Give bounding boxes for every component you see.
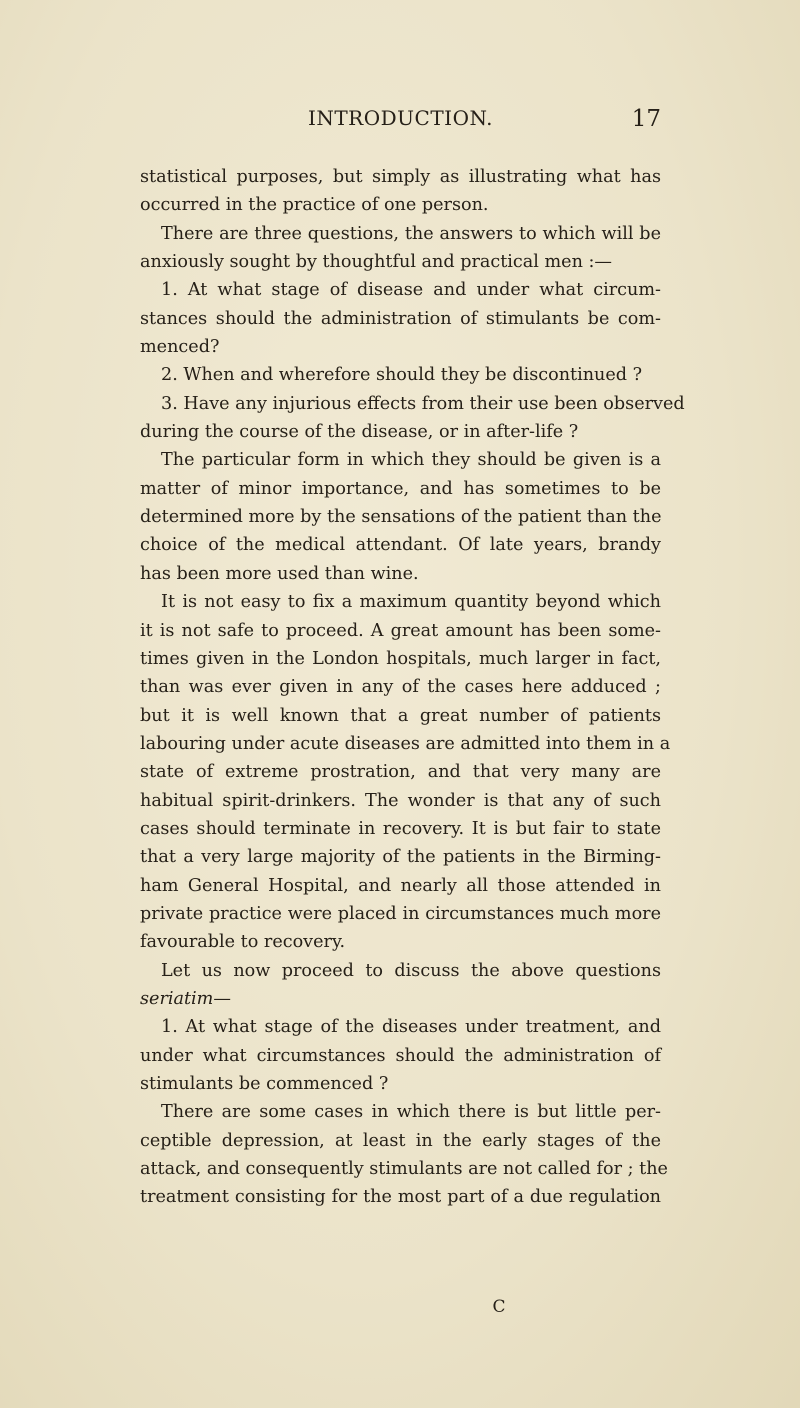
text-line: times given in the London hospitals, much larger in fact, bbox=[140, 648, 661, 669]
text-line: labouring under acute diseases are admitted into them in a bbox=[140, 733, 671, 754]
text-line: statistical purposes, but simply as illustrating what has bbox=[140, 167, 661, 187]
text-line: anxiously sought by thoughtful and practical men :— bbox=[140, 252, 613, 273]
text-line: under what circumstances should the administration of bbox=[140, 1045, 661, 1066]
text-line: attack, and consequently stimulants are not called for ; the bbox=[140, 1159, 668, 1180]
text-line: favourable to recovery. bbox=[140, 932, 346, 953]
text-line: cases should terminate in recovery. It is but fair to state bbox=[140, 818, 661, 839]
text-line: There are three questions, the answers to which will be bbox=[161, 223, 661, 244]
text-line: has been more used than wine. bbox=[140, 563, 419, 584]
text-line: state of extreme prostration, and that very many are bbox=[140, 762, 661, 783]
text-line: ham General Hospital, and nearly all those attended in bbox=[140, 875, 661, 896]
text-line: 1. At what stage of the diseases under treatment, and bbox=[161, 1017, 661, 1038]
page-header bbox=[140, 106, 661, 146]
text-line: but it is well known that a great number of patients bbox=[140, 705, 661, 726]
text-line: It is not easy to fix a maximum quantity beyond which bbox=[161, 592, 661, 613]
text-line: that a very large majority of the patients in the Birming- bbox=[140, 847, 661, 868]
text-line: stimulants be commenced ? bbox=[140, 1074, 389, 1094]
text-line: There are some cases in which there is but little per- bbox=[161, 1102, 661, 1123]
text-line: than was ever given in any of the cases here adduced ; bbox=[140, 677, 661, 698]
text-line: stances should the administration of stimulants be com- bbox=[140, 308, 661, 329]
running-title: INTRODUCTION. bbox=[307, 106, 494, 130]
text-line: private practice were placed in circumstances much more bbox=[140, 903, 661, 924]
text-line: determined more by the sensations of the patient than the bbox=[140, 507, 662, 528]
italic-seriatim: seriatim— bbox=[140, 988, 231, 1009]
page-number: 17 bbox=[631, 106, 661, 132]
text-line: habitual spirit-drinkers. The wonder is that any of such bbox=[140, 790, 661, 811]
text-line: 1. At what stage of disease and under what circum- bbox=[161, 280, 661, 301]
text-line: matter of minor importance, and has sometimes to be bbox=[140, 478, 661, 499]
text-line: menced? bbox=[140, 337, 220, 358]
text-line: 3. Have any injurious effects from their use been observed bbox=[161, 393, 685, 414]
text-line: occurred in the practice of one person. bbox=[140, 195, 489, 216]
text-line bbox=[140, 985, 661, 1013]
body-text bbox=[140, 163, 685, 1212]
signature-mark: C bbox=[492, 1297, 506, 1317]
text-line: Let us now proceed to discuss the above questions bbox=[161, 960, 661, 981]
text-line: ceptible depression, at least in the early stages of the bbox=[140, 1130, 661, 1151]
text-line: 2. When and wherefore should they be discontinued ? bbox=[161, 365, 643, 386]
text-line: it is not safe to proceed. A great amount has been some- bbox=[140, 620, 661, 641]
text-line: during the course of the disease, or in after-life ? bbox=[140, 422, 579, 443]
text-line: treatment consisting for the most part of a due regulation bbox=[140, 1187, 661, 1208]
text-line: choice of the medical attendant. Of late years, brandy bbox=[140, 535, 661, 556]
text-line: The particular form in which they should be given is a bbox=[161, 450, 661, 471]
